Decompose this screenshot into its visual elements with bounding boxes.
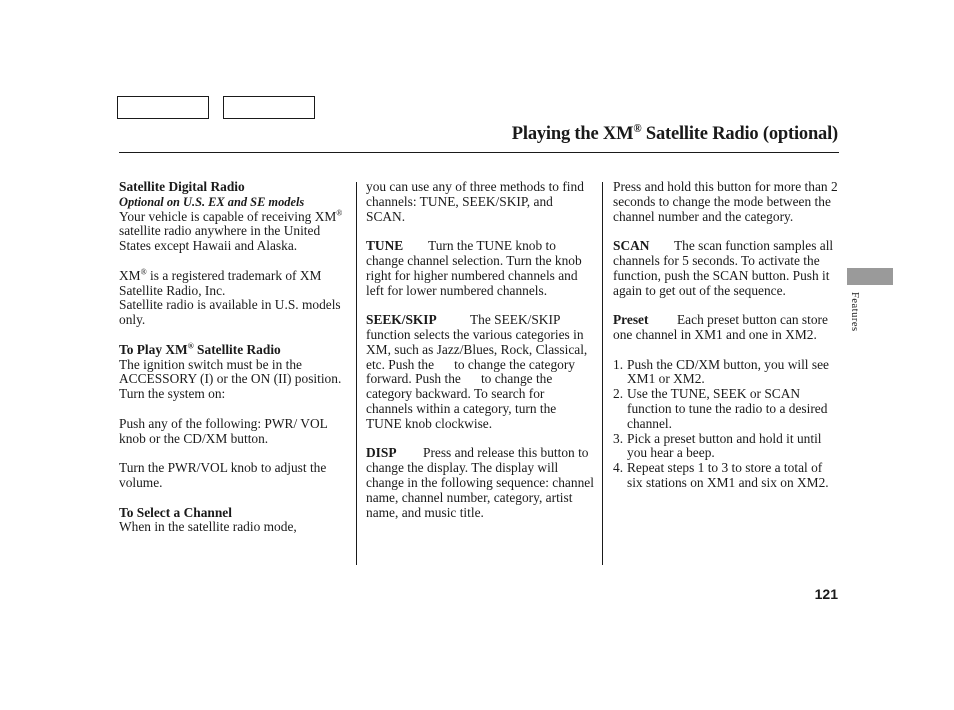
- paragraph-ignition: The ignition switch must be in the ACCESSORY (I) or the ON (II) position.: [119, 356, 342, 387]
- term-tune: TUNE: [366, 238, 404, 254]
- paragraph-trademark: XM® is a registered trademark of XM Satellite Radio, Inc.: [119, 267, 322, 298]
- paragraph-scan: SCAN The scan function samples all channels for 5 seconds. To activate the function, push the SCAN button. Push it again to get out of the sequence.: [613, 238, 834, 298]
- term-scan: SCAN: [613, 238, 650, 254]
- list-item: 3. Pick a preset button and hold it until you hear a beep.: [613, 430, 822, 461]
- paragraph-capability: Your vehicle is capable of receiving XM® satellite radio anywhere in the United States except Hawaii and Alaska.: [119, 208, 343, 254]
- section-tab: [847, 268, 893, 285]
- preset-steps-list: [613, 358, 841, 491]
- page-number: 121: [814, 586, 838, 602]
- column-divider-1: [356, 182, 357, 565]
- section-heading-satellite-radio: Satellite Digital Radio: [119, 179, 245, 194]
- header-box-left: [117, 96, 209, 119]
- paragraph-methods: you can use any of three methods to find channels: TUNE, SEEK/SKIP, and SCAN.: [366, 179, 584, 224]
- left-column: [119, 180, 343, 535]
- paragraph-push-any: Push any of the following: PWR/ VOL knob or the CD/XM button.: [119, 415, 328, 446]
- paragraph-preset: Preset Each preset button can store one channel in XM1 and one in XM2.: [613, 312, 828, 342]
- column-divider-2: [602, 182, 603, 565]
- term-disp: DISP: [366, 445, 397, 461]
- paragraph-press-hold: Press and hold this button for more than 2 seconds to change the mode between the channel number and the category.: [613, 179, 838, 224]
- section-heading-to-play: To Play XM® Satellite Radio: [119, 341, 281, 357]
- section-heading-select-channel: To Select a Channel: [119, 504, 232, 520]
- section-subheading-optional: Optional on U.S. EX and SE models: [119, 194, 305, 209]
- list-item: 1. Push the CD/XM button, you will see XM1 or XM2.: [613, 356, 829, 387]
- term-preset: Preset: [613, 312, 649, 328]
- registered-mark: ®: [633, 122, 642, 135]
- header-box-right: [223, 96, 315, 119]
- title-text: Playing the XM: [511, 124, 634, 144]
- paragraph-disp: DISP Press and release this button to change the display. The display will change in the following sequence: channel name, channel number, category, artist name, and music title.: [366, 445, 594, 520]
- section-label-features: Features: [849, 292, 860, 332]
- paragraph-volume: Turn the PWR/VOL knob to adjust the volume.: [119, 460, 327, 490]
- title-rule: [119, 152, 839, 153]
- paragraph-seek-skip: SEEK/SKIP The SEEK/SKIP function selects the various categories in XM, such as Jazz/Blues, Rock, Classical, etc. Push the to change the category forward. Push the to change the category backward. To search for channels within a category, turn the TUNE knob clockwise.: [366, 312, 588, 431]
- paragraph-satellite-mode: When in the satellite radio mode,: [119, 519, 297, 535]
- title-text-rest: Satellite Radio (optional): [641, 124, 838, 144]
- page-title: [512, 124, 838, 145]
- list-item: 4. Repeat steps 1 to 3 to store a total of six stations on XM1 and six on XM2.: [613, 460, 829, 490]
- right-column: [613, 180, 841, 491]
- paragraph-availability: Satellite radio is available in U.S. models only.: [119, 297, 341, 328]
- term-seek-skip: SEEK/SKIP: [366, 312, 437, 328]
- list-item: 2. Use the TUNE, SEEK or SCAN function to tune the radio to a desired channel.: [613, 386, 828, 431]
- paragraph-turn-on: Turn the system on:: [119, 386, 226, 402]
- middle-column: [366, 180, 594, 520]
- paragraph-tune: TUNE Turn the TUNE knob to change channel selection. Turn the knob right for higher numbered channels and left for lower numbered channels.: [366, 238, 582, 298]
